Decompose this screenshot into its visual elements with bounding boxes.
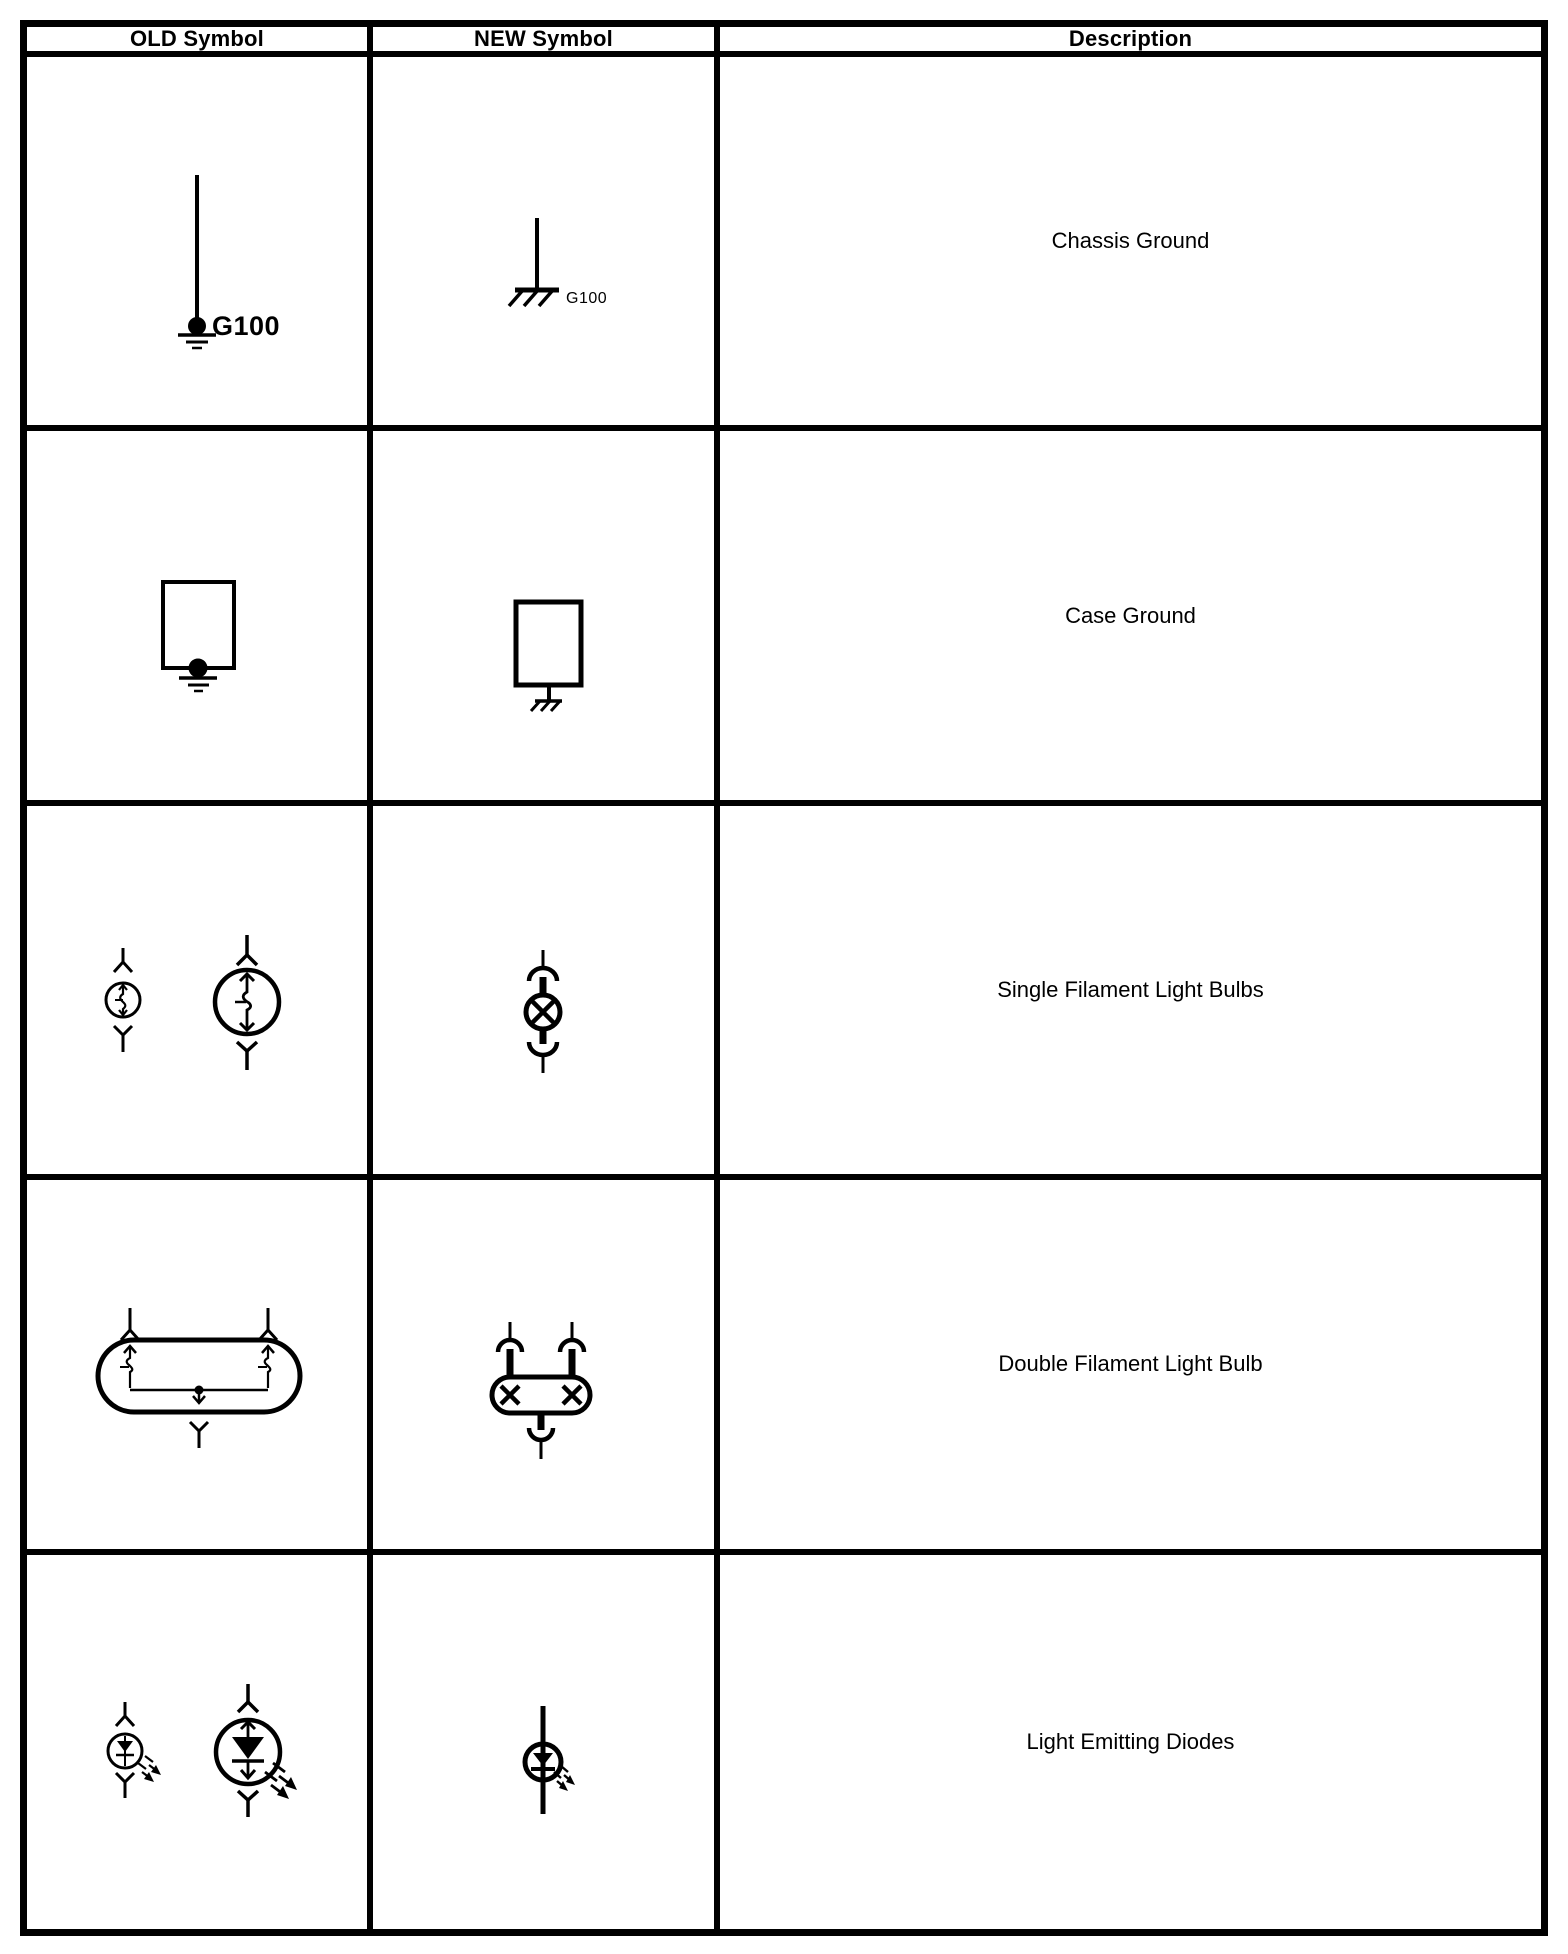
header-old-symbol-label: OLD Symbol bbox=[129, 26, 264, 51]
header-description-label: Description bbox=[1068, 26, 1193, 51]
description-text: Chassis Ground bbox=[1051, 228, 1210, 254]
old-led-icons bbox=[85, 1680, 320, 1830]
description-text: Light Emitting Diodes bbox=[1026, 1728, 1235, 1754]
old-case-ground-icon bbox=[150, 570, 270, 705]
cell-description-single-filament bbox=[720, 806, 1541, 1180]
header-description bbox=[720, 27, 1541, 57]
new-double-filament-bulb-icon bbox=[478, 1318, 608, 1466]
old-single-filament-bulbs-icon bbox=[85, 930, 305, 1080]
cell-description-led bbox=[720, 1555, 1541, 1929]
new-case-ground-icon bbox=[500, 590, 610, 725]
old-chassis-ground-label: G100 bbox=[212, 311, 281, 341]
old-double-filament-bulb-icon bbox=[80, 1300, 320, 1455]
cell-description-double-filament bbox=[720, 1180, 1541, 1554]
header-new-symbol-label: NEW Symbol bbox=[474, 26, 613, 51]
new-led-icon bbox=[500, 1702, 610, 1822]
header-new-symbol bbox=[373, 27, 720, 57]
cell-description-chassis-ground bbox=[720, 57, 1541, 431]
new-single-filament-bulb-icon bbox=[500, 945, 590, 1077]
cell-description-case-ground bbox=[720, 431, 1541, 805]
description-text: Case Ground bbox=[1065, 602, 1196, 628]
header-old-symbol bbox=[27, 27, 373, 57]
description-text: Single Filament Light Bulbs bbox=[997, 976, 1264, 1002]
description-text: Double Filament Light Bulb bbox=[998, 1351, 1263, 1377]
new-chassis-ground-icon bbox=[497, 212, 577, 322]
new-chassis-ground-label: G100 bbox=[566, 290, 608, 307]
